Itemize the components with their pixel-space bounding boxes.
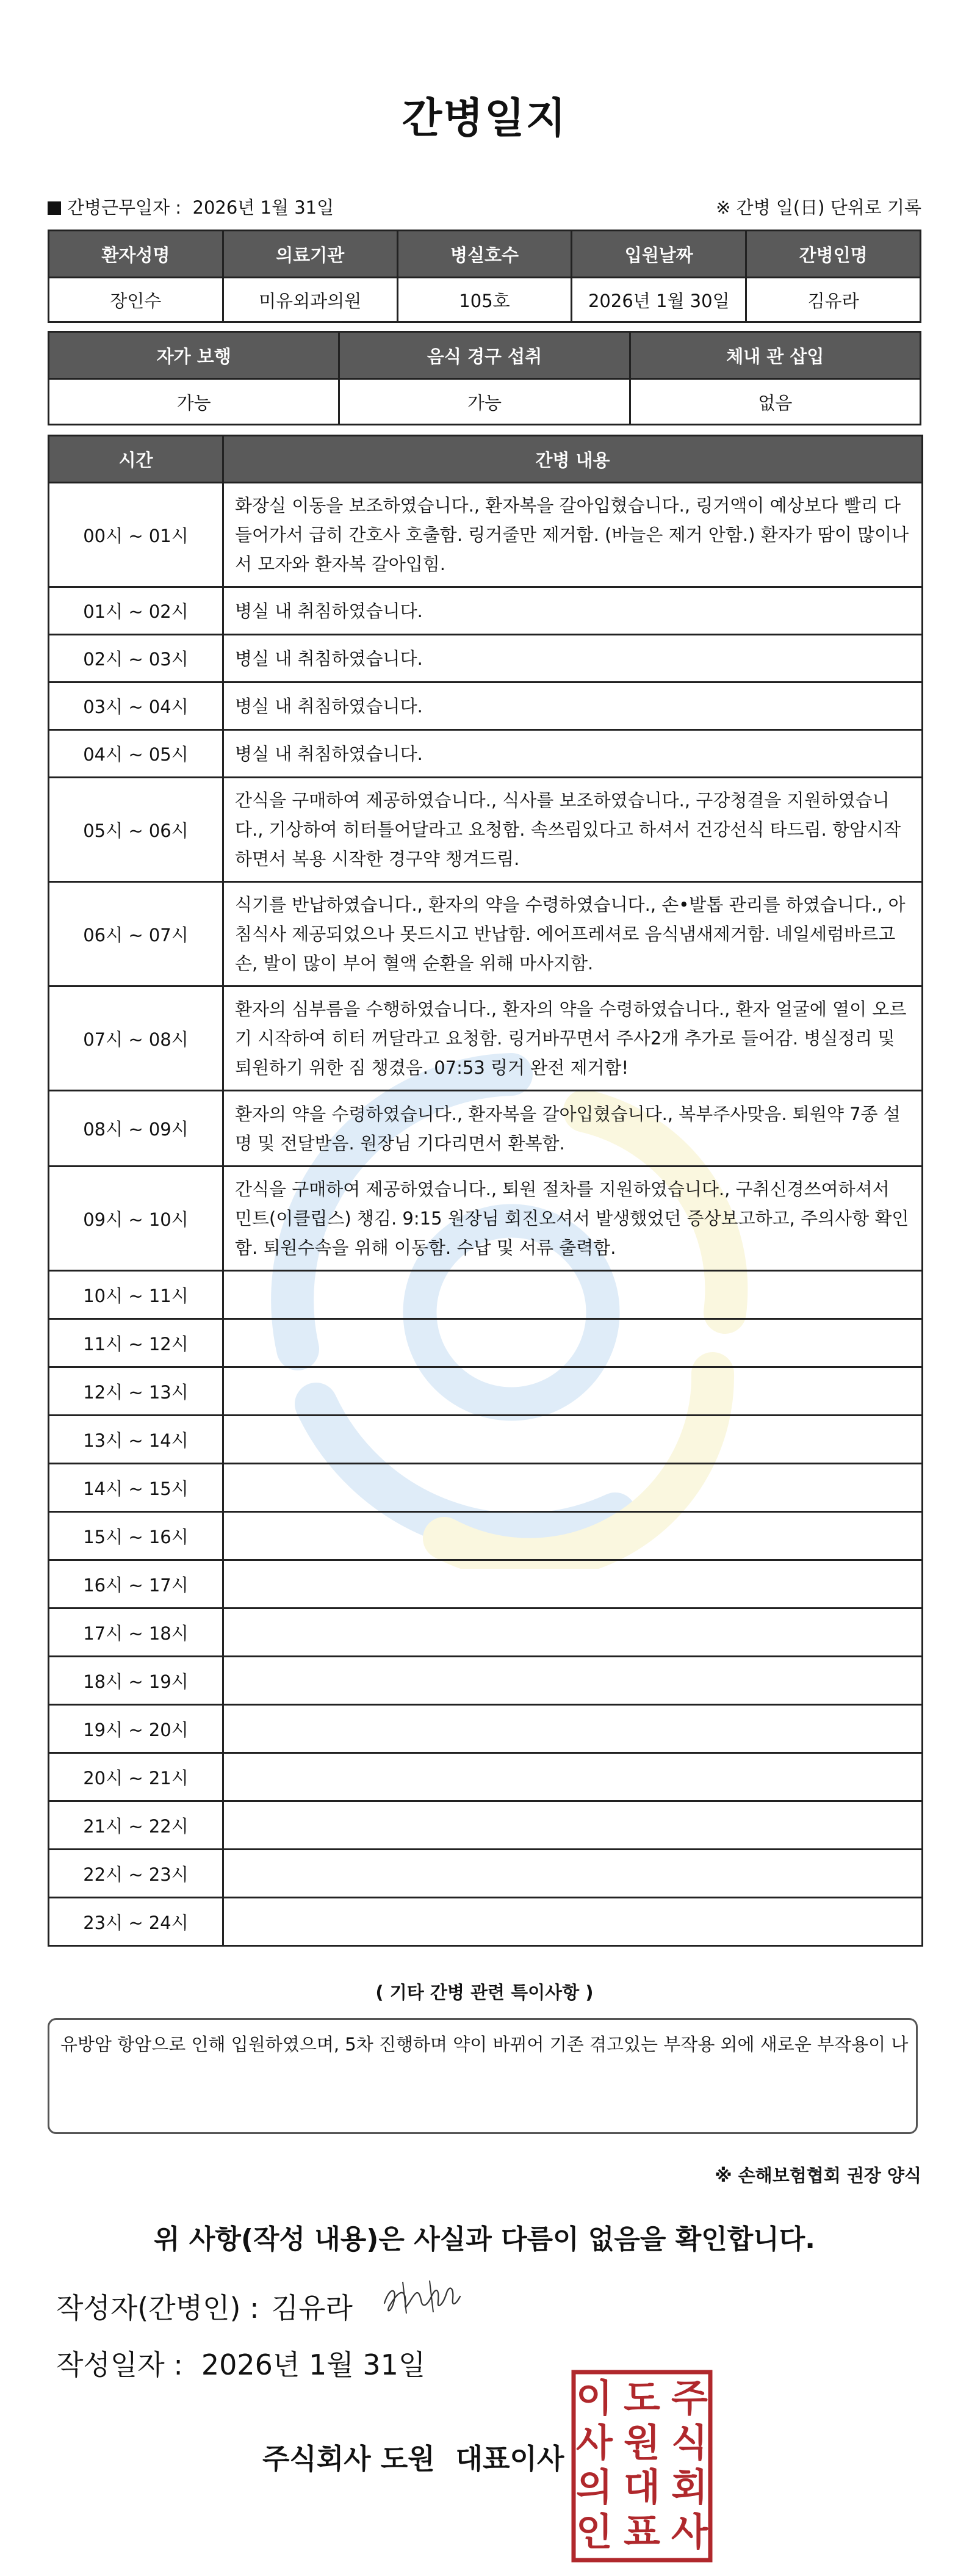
header-hospital: 의료기관 — [223, 231, 397, 278]
table-row — [49, 1271, 923, 1319]
written-date-value: 2026년 1월 31일 — [201, 2348, 426, 2381]
row-time: 17시 ~ 18시 — [49, 1608, 223, 1657]
row-time: 14시 ~ 15시 — [49, 1464, 223, 1512]
header-patient-name: 환자성명 — [49, 231, 223, 278]
table-row — [49, 1753, 923, 1801]
row-time: 05시 ~ 06시 — [49, 778, 223, 882]
row-time: 21시 ~ 22시 — [49, 1801, 223, 1850]
seal-character: 표 — [624, 2509, 660, 2554]
written-date-label: 작성일자 : — [56, 2348, 183, 2381]
row-care-content: 식기를 반납하였습니다., 환자의 약을 수령하였습니다., 손•발톱 관리를 하였습니다., 아침식사 제공되었으나 못드시고 반납함. 에어프레셔로 음식냄새제거함. 네일세럼바르고 손, 발이 많이 부어 혈액 순환을 위해 마사지함. — [223, 882, 923, 986]
row-care-content — [223, 1850, 923, 1898]
row-time: 12시 ~ 13시 — [49, 1367, 223, 1416]
seal-character: 주 — [671, 2376, 708, 2420]
row-care-content: 병실 내 취침하였습니다. — [223, 587, 923, 635]
oral-intake-value: 가능 — [339, 379, 630, 425]
header-oral-intake: 음식 경구 섭취 — [339, 332, 630, 379]
row-time: 11시 ~ 12시 — [49, 1319, 223, 1367]
row-care-content: 병실 내 취침하였습니다. — [223, 730, 923, 778]
header-tube-insertion: 체내 관 삽입 — [630, 332, 920, 379]
seal-character: 도 — [624, 2376, 660, 2420]
row-care-content: 환자의 심부름을 수행하였습니다., 환자의 약을 수령하였습니다., 환자 얼굴에 열이 오르기 시작하여 히터 꺼달라고 요청함. 링거바꾸면서 주사2개 추가로 들어감. 병실정리 및 퇴원하기 위한 짐 챙겼음. 07:53 링거 완전 제거함! — [223, 986, 923, 1091]
row-care-content — [223, 1705, 923, 1753]
row-time: 23시 ~ 24시 — [49, 1898, 223, 1946]
row-time: 16시 ~ 17시 — [49, 1560, 223, 1608]
row-care-content — [223, 1512, 923, 1560]
seal-character: 의 — [576, 2465, 613, 2509]
seal-character: 이 — [576, 2376, 613, 2420]
table-row — [49, 1167, 923, 1271]
seal-character: 원 — [624, 2420, 660, 2465]
row-care-content — [223, 1560, 923, 1608]
header-time: 시간 — [49, 436, 223, 483]
row-time: 03시 ~ 04시 — [49, 682, 223, 730]
row-time: 13시 ~ 14시 — [49, 1416, 223, 1464]
table-row — [49, 1512, 923, 1560]
tube-insertion-value: 없음 — [630, 379, 920, 425]
patient-status-table — [48, 331, 921, 425]
seal-character: 대 — [624, 2465, 660, 2509]
hospital-name: 미유외과의원 — [223, 278, 397, 322]
patient-name: 장인수 — [49, 278, 223, 322]
table-row — [49, 1705, 923, 1753]
table-row — [49, 882, 923, 986]
special-notes-box — [48, 2018, 918, 2134]
row-time: 06시 ~ 07시 — [49, 882, 223, 986]
seal-character: 회 — [671, 2465, 708, 2509]
writer-name: 김유라 — [271, 2292, 353, 2325]
row-time: 00시 ~ 01시 — [49, 483, 223, 587]
writer-line — [56, 2286, 353, 2326]
row-care-content: 병실 내 취침하였습니다. — [223, 635, 923, 682]
row-care-content — [223, 1753, 923, 1801]
table-row — [49, 483, 923, 587]
row-care-content — [223, 1464, 923, 1512]
seal-character: 사 — [671, 2509, 708, 2554]
self-walking-value: 가능 — [49, 379, 339, 425]
seal-character: 사 — [576, 2420, 613, 2465]
special-notes-title: ( 기타 간병 관련 특이사항 ) — [375, 1982, 594, 2003]
table-row — [49, 1898, 923, 1946]
table-row — [49, 1608, 923, 1657]
row-time: 08시 ~ 09시 — [49, 1091, 223, 1167]
table-row — [49, 778, 923, 882]
row-time: 02시 ~ 03시 — [49, 635, 223, 682]
record-note: ※ 간병 일(日) 단위로 기록 — [716, 197, 921, 218]
table-row — [49, 1801, 923, 1850]
row-care-content: 간식을 구매하여 제공하였습니다., 퇴원 절차를 지원하였습니다., 구취신경쓰여하셔서 민트(이클립스) 챙김. 9:15 원장님 회진오셔서 발생했었던 증상보고하고, 주의사항 확인함. 퇴원수속을 위해 이동함. 수납 및 서류 출력함. — [223, 1167, 923, 1271]
seal-character: 식 — [671, 2420, 708, 2465]
room-number: 105호 — [397, 278, 572, 322]
row-care-content — [223, 1271, 923, 1319]
row-time: 01시 ~ 02시 — [49, 587, 223, 635]
company-seal-stamp — [570, 2368, 714, 2564]
seal-character: 인 — [576, 2509, 613, 2554]
table-row — [49, 1560, 923, 1608]
row-time: 20시 ~ 21시 — [49, 1753, 223, 1801]
work-date — [48, 194, 334, 219]
header-care-content: 간병 내용 — [223, 436, 923, 483]
header-self-walking: 자가 보행 — [49, 332, 339, 379]
row-time: 15시 ~ 16시 — [49, 1512, 223, 1560]
table-row — [49, 587, 923, 635]
row-care-content — [223, 1416, 923, 1464]
special-notes-text: 유방암 항암으로 인해 입원하였으며, 5차 진행하며 약이 바뀌어 기존 겪고있는 부작용 외에 새로운 부작용이 나 — [60, 2034, 909, 2055]
row-time: 09시 ~ 10시 — [49, 1167, 223, 1271]
header-admission-date: 입원날짜 — [572, 231, 746, 278]
company-representative: 대표이사 — [455, 2442, 564, 2475]
row-care-content: 화장실 이동을 보조하였습니다., 환자복을 갈아입혔습니다., 링거액이 예상보다 빨리 다 들어가서 급히 간호사 호출함. 링거줄만 제거함. (바늘은 제거 안함.) 환자가 땀이 많이나서 모자와 환자복 갈아입힘. — [223, 483, 923, 587]
company-name: 주식회사 도원 — [262, 2442, 435, 2475]
table-row — [49, 986, 923, 1091]
row-time: 07시 ~ 08시 — [49, 986, 223, 1091]
patient-info-table — [48, 230, 921, 323]
work-date-label: 간병근무일자 : — [67, 197, 182, 218]
company-signoff — [262, 2437, 564, 2477]
table-row — [49, 1367, 923, 1416]
care-log-rows — [49, 483, 923, 1946]
confirmation-statement: 위 사항(작성 내용)은 사실과 다름이 없음을 확인합니다. — [154, 2224, 815, 2255]
row-care-content — [223, 1608, 923, 1657]
page-title: 간병일지 — [402, 95, 567, 143]
written-date-line — [56, 2343, 425, 2383]
square-bullet-icon — [48, 201, 61, 215]
row-time: 04시 ~ 05시 — [49, 730, 223, 778]
admission-date: 2026년 1월 30일 — [572, 278, 746, 322]
header-room-number: 병실호수 — [397, 231, 572, 278]
table-row — [49, 1416, 923, 1464]
row-care-content: 환자의 약을 수령하였습니다., 환자복을 갈아입혔습니다., 복부주사맞음. 퇴원약 7종 설명 및 전달받음. 원장님 기다리면서 환복함. — [223, 1091, 923, 1167]
row-care-content — [223, 1898, 923, 1946]
table-row — [49, 1657, 923, 1705]
table-row — [49, 1319, 923, 1367]
work-date-value: 2026년 1월 31일 — [192, 197, 334, 218]
row-care-content — [223, 1657, 923, 1705]
table-row — [49, 682, 923, 730]
row-time: 19시 ~ 20시 — [49, 1705, 223, 1753]
table-row — [49, 635, 923, 682]
row-time: 22시 ~ 23시 — [49, 1850, 223, 1898]
row-time: 10시 ~ 11시 — [49, 1271, 223, 1319]
row-care-content: 간식을 구매하여 제공하였습니다., 식사를 보조하였습니다., 구강청결을 지원하였습니다., 기상하여 히터틀어달라고 요청함. 속쓰림있다고 하셔서 건강선식 타드림. 항암시작하면서 복용 시작한 경구약 챙겨드림. — [223, 778, 923, 882]
row-care-content — [223, 1319, 923, 1367]
form-source-note: ※ 손해보험협회 권장 양식 — [715, 2165, 921, 2186]
table-row — [49, 1850, 923, 1898]
row-care-content — [223, 1801, 923, 1850]
table-row — [49, 1464, 923, 1512]
hourly-care-log-table — [48, 435, 923, 1947]
row-time: 18시 ~ 19시 — [49, 1657, 223, 1705]
caregiver-name: 김유라 — [746, 278, 921, 322]
writer-label: 작성자(간병인) : — [56, 2292, 259, 2325]
row-care-content: 병실 내 취침하였습니다. — [223, 682, 923, 730]
table-row — [49, 1091, 923, 1167]
table-row — [49, 730, 923, 778]
handwritten-signature — [378, 2270, 464, 2325]
header-caregiver-name: 간병인명 — [746, 231, 921, 278]
row-care-content — [223, 1367, 923, 1416]
